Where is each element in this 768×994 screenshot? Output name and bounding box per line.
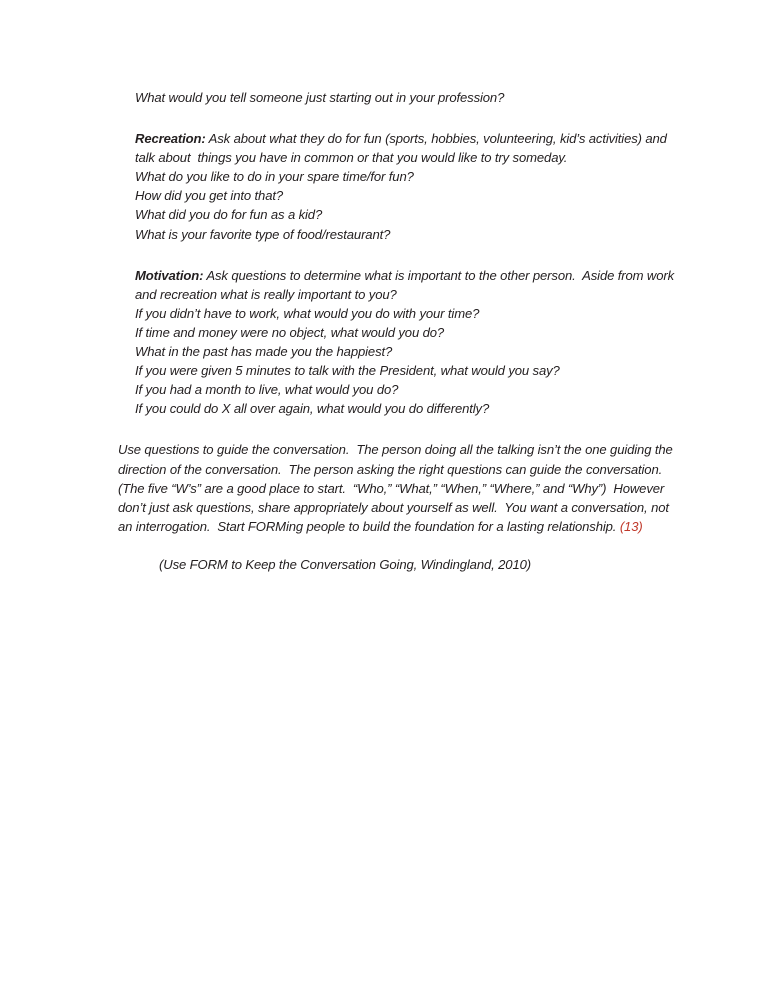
motivation-label: Motivation:	[135, 267, 204, 283]
recreation-section	[135, 129, 682, 244]
spacer	[0, 244, 768, 266]
motivation-question-5: If you had a month to live, what would you do?	[135, 382, 399, 398]
citation-marker: (13)	[619, 518, 643, 534]
attribution-line-wrapper	[138, 536, 768, 593]
recreation-description-paragraph	[135, 129, 682, 167]
motivation-section	[135, 266, 682, 419]
closing-paragraph	[118, 440, 682, 535]
recreation-question-3: What did you do for fun as a kid?	[135, 207, 323, 223]
recreation-label: Recreation:	[135, 131, 206, 147]
motivation-question-1: If you didn’t have to work, what would you do with your time?	[135, 305, 480, 321]
motivation-question-2: If time and money were no object, what would you do?	[135, 324, 445, 340]
motivation-description: Ask questions to determine what is important to the other person. Aside from work and recreation what is really important to you?	[135, 267, 678, 302]
motivation-description-paragraph	[135, 266, 682, 304]
closing-text: Use questions to guide the conversation. The person doing all the talking isn’t the one guiding the direction of the conversation. The person asking the right questions can guide the conversation. (The five “W’s” are a good place to start. “Who,” “What,” “When,” “Where,” and “Why”) However don’t just ask questions, share appropriately about yourself as well. You want a conversation, not an interrogation. Start FORMing people to build the foundation for a lasting relationship.	[118, 442, 677, 534]
motivation-question-3: What in the past has made you the happiest?	[135, 344, 393, 360]
recreation-question-2: How did you get into that?	[135, 188, 283, 204]
document-body	[0, 88, 768, 593]
closing-section	[118, 440, 682, 535]
spacer	[0, 107, 768, 129]
recreation-question-4: What is your favorite type of food/restaurant?	[135, 226, 391, 242]
motivation-question-6: If you could do X all over again, what would you do differently?	[135, 401, 490, 417]
motivation-question-4: If you were given 5 minutes to talk with the President, what would you say?	[135, 363, 560, 379]
spacer	[0, 418, 768, 440]
intro-block	[135, 88, 682, 107]
attribution-line: (Use FORM to Keep the Conversation Going, Windingland, 2010)	[159, 556, 531, 572]
recreation-description: Ask about what they do for fun (sports, hobbies, volunteering, kid’s activities) and talk about things you have in common or that you would like to try someday.	[135, 131, 671, 166]
recreation-question-1: What do you like to do in your spare time/for fun?	[135, 169, 414, 185]
intro-question: What would you tell someone just starting out in your profession?	[135, 90, 505, 105]
